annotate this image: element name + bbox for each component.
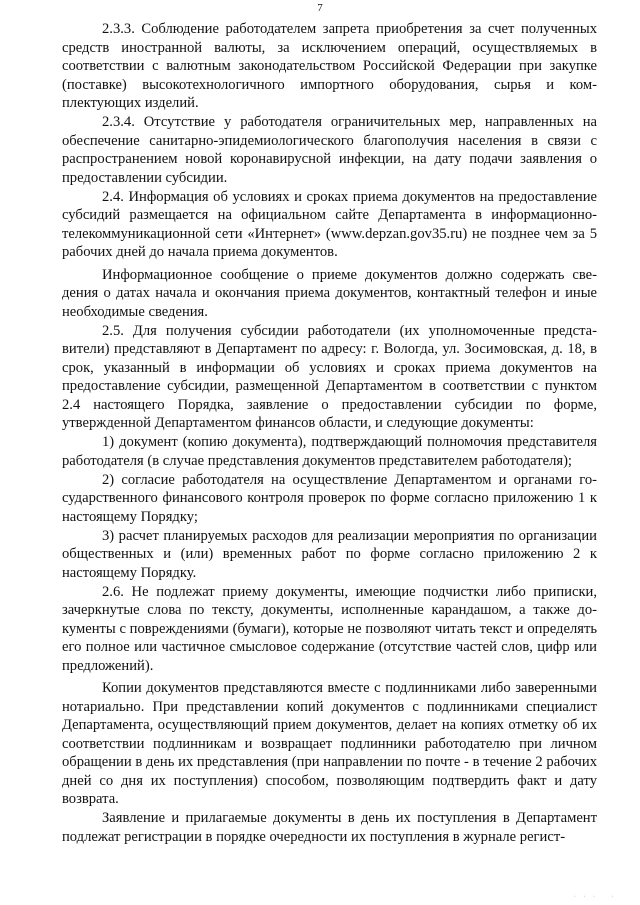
paragraph-copies: Копии документов представляются вместе с подлинниками либо заверенными нотариально. При представлении копий документов с подлинниками специалист Департамента, осуществляющий прием документов, делает на копиях отметку об их соответствии подлинникам и возвращает подлинники работодателю при личном обращении в день их представления (при направлении по почте - в течение 2 рабочих дней со дня их поступления) способом, позволяющим подтвердить факт и дату возврата. xyxy=(62,680,597,807)
document-body xyxy=(62,20,597,846)
paragraph-2-3-3: 2.3.3. Соблюдение работодателем запрета приобретения за счет полученных средств иностранной валюты, за исключением операций, осуществляемых в соответствии с валютным законодательством Российской Федерации при закупке (поставке) высокотехнологичного импортного оборудования, сырья и комплектующих изделий. xyxy=(62,21,597,111)
paragraph-2-4: 2.4. Информация об условиях и сроках приема документов на предоставление субсидий размещается на официальном сайте Департамента в информационно-телекоммуникационной сети «Интернет» (www.depzan.gov35.ru) не позднее чем за 5 рабочих дней до начала приема документов. xyxy=(62,188,597,260)
page-number: 7 xyxy=(317,2,323,14)
paragraph-2-3-4: 2.3.4. Отсутствие у работодателя ограничительных мер, направленных на обеспечение санитарно-эпидемиологического благополучия населения в связи с распространением новой коронавирусной инфекции, на дату подачи заявления о предоставлении субсидии. xyxy=(62,114,597,186)
list-item-1: 1) документ (копию документа), подтверждающий полномочия представителя работодателя (в случае представления документов представителем работодателя); xyxy=(62,434,597,469)
paragraph-registration: Заявление и прилагаемые документы в день их поступления в Департамент подлежат регистрации в порядке очередности их поступления в журнале регист- xyxy=(62,810,597,845)
paragraph-2-5: 2.5. Для получения субсидии работодатели (их уполномоченные представители) представляют в Департамент по адресу: г. Вологда, ул. Зосимовская, д. 18, в срок, указанный в информации об условиях и сроках приема документов на предоставление субсидии, размещенной Департаментом в соответствии с пунктом 2.4 настоящего Порядка, заявление о предоставлении субсидии по форме, утвержденной Департаментом финансов области, и следующие документы: xyxy=(62,322,597,431)
scan-marks: · · · · xyxy=(574,894,617,900)
list-item-3: 3) расчет планируемых расходов для реализации мероприятия по организации общественных и (или) временных работ по форме согласно приложению 2 к настоящему Порядку. xyxy=(62,527,597,581)
paragraph-info-message: Информационное сообщение о приеме документов должно содержать сведения о датах начала и окончания приема документов, контактный телефон и иные необходимые сведения. xyxy=(62,266,597,320)
paragraph-2-6: 2.6. Не подлежат приему документы, имеющие подчистки либо приписки, зачеркнутые слова по тексту, документы, исполненные карандашом, а также документы с повреждениями (бумаги), которые не позволяют читать текст и определять его полное или частичное смысловое содержание (отсутствие частей слов, цифр или предложений). xyxy=(62,583,597,674)
list-item-2: 2) согласие работодателя на осуществление Департаментом и органами государственного финансового контроля проверок по форме согласно приложению 1 к настоящему Порядку; xyxy=(62,471,597,525)
